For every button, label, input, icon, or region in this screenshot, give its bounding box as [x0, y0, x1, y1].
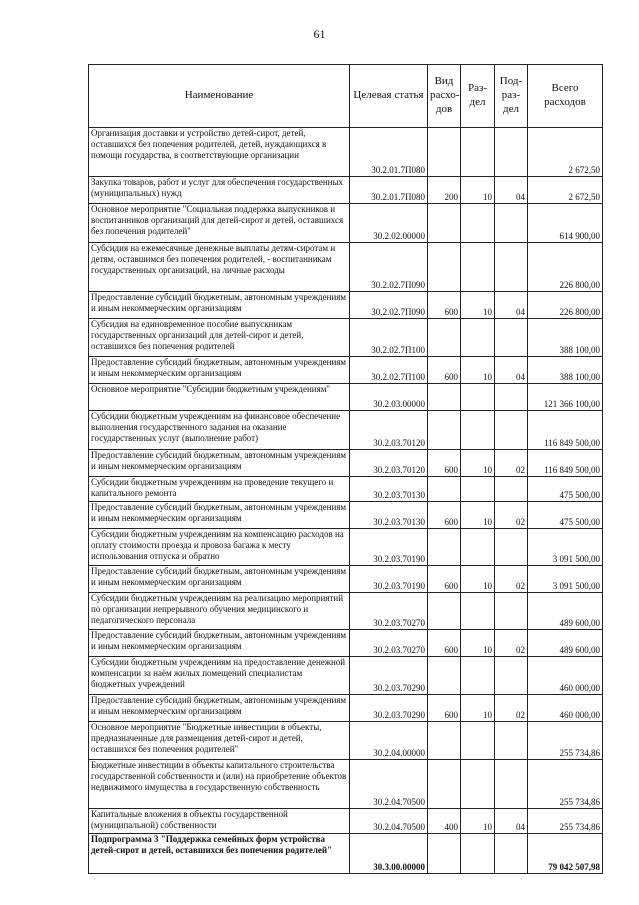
cell-total: 475 500,00	[528, 477, 603, 502]
cell-podrazdel	[495, 128, 528, 177]
cell-name: Предоставление субсидий бюджетным, автономным учреждениям и иным некоммерческим организациям	[89, 450, 350, 477]
table-row	[89, 477, 603, 502]
cell-razdel: 10	[461, 809, 495, 834]
cell-name: Предоставление субсидий бюджетным, автономным учреждениям и иным некоммерческим организациям	[89, 630, 350, 657]
cell-razdel	[461, 834, 495, 874]
cell-total: 388 100,00	[528, 357, 603, 384]
cell-podrazdel: 02	[495, 502, 528, 529]
cell-vid	[428, 204, 461, 243]
cell-name: Субсидии бюджетным учреждениям на проведение текущего и капитального ремонта	[89, 477, 350, 502]
cell-vid	[428, 722, 461, 760]
header-target: Целевая статья	[350, 65, 428, 128]
cell-target: 30.2.03.70120	[350, 411, 428, 450]
cell-podrazdel	[495, 593, 528, 630]
cell-name: Основное мероприятие "Бюджетные инвестиции в объекты, предназначенные для размещения детей-сирот и детей, оставшихся без попечения родителей"	[89, 722, 350, 760]
cell-vid: 600	[428, 695, 461, 722]
cell-target: 30.2.02.7П100	[350, 357, 428, 384]
table-row	[89, 450, 603, 477]
table-row	[89, 760, 603, 809]
table-row	[89, 593, 603, 630]
cell-target: 30.3.00.00000	[350, 834, 428, 874]
table-row	[89, 502, 603, 529]
cell-podrazdel	[495, 722, 528, 760]
cell-total: 475 500,00	[528, 502, 603, 529]
table-row	[89, 834, 603, 874]
cell-podrazdel: 02	[495, 450, 528, 477]
cell-podrazdel	[495, 411, 528, 450]
cell-target: 30.2.03.70290	[350, 695, 428, 722]
cell-target: 30.2.02.7П100	[350, 319, 428, 357]
cell-vid: 600	[428, 630, 461, 657]
cell-vid	[428, 834, 461, 874]
cell-podrazdel: 04	[495, 177, 528, 204]
cell-target: 30.2.02.00000	[350, 204, 428, 243]
cell-podrazdel: 04	[495, 357, 528, 384]
cell-name: Предоставление субсидий бюджетным, автономным учреждениям и иным некоммерческим организациям	[89, 357, 350, 384]
cell-podrazdel	[495, 529, 528, 566]
cell-total: 79 042 507,98	[528, 834, 603, 874]
cell-name: Предоставление субсидий бюджетным, автономным учреждениям и иным некоммерческим организациям	[89, 502, 350, 529]
cell-vid	[428, 128, 461, 177]
cell-total: 388 100,00	[528, 319, 603, 357]
cell-razdel	[461, 319, 495, 357]
cell-vid: 600	[428, 450, 461, 477]
table-row	[89, 657, 603, 695]
cell-target: 30.2.01.7П080	[350, 128, 428, 177]
cell-target: 30.2.03.70270	[350, 593, 428, 630]
table-row	[89, 695, 603, 722]
table-row	[89, 809, 603, 834]
cell-razdel: 10	[461, 177, 495, 204]
cell-target: 30.2.04.70500	[350, 809, 428, 834]
table-row	[89, 204, 603, 243]
table-row	[89, 319, 603, 357]
cell-target: 30.2.01.7П080	[350, 177, 428, 204]
cell-target: 30.2.02.7П090	[350, 292, 428, 319]
header-razdel: Раз-дел	[461, 65, 495, 128]
table-row	[89, 243, 603, 292]
cell-target: 30.2.03.00000	[350, 384, 428, 411]
table-row	[89, 357, 603, 384]
cell-razdel	[461, 722, 495, 760]
cell-name: Субсидии бюджетным учреждениям на компенсацию расходов на оплату стоимости проезда и провоза багажа к месту использования отпуска и обратно	[89, 529, 350, 566]
cell-name: Организация доставки и устройство детей-сирот, детей, оставшихся без попечения родителей, детей, нуждающихся в помощи государства, в соответствующие организации	[89, 128, 350, 177]
cell-name: Закупка товаров, работ и услуг для обеспечения государственных (муниципальных) нужд	[89, 177, 350, 204]
cell-podrazdel	[495, 760, 528, 809]
table-row	[89, 722, 603, 760]
cell-podrazdel	[495, 477, 528, 502]
cell-total: 116 849 500,00	[528, 450, 603, 477]
cell-razdel: 10	[461, 630, 495, 657]
cell-vid: 600	[428, 566, 461, 593]
cell-razdel	[461, 243, 495, 292]
table-row	[89, 630, 603, 657]
cell-razdel: 10	[461, 292, 495, 319]
cell-total: 255 734,86	[528, 722, 603, 760]
cell-target: 30.2.03.70120	[350, 450, 428, 477]
header-row	[89, 65, 603, 128]
header-vid: Вид расхо-дов	[428, 65, 461, 128]
cell-razdel	[461, 411, 495, 450]
cell-total: 460 000,00	[528, 657, 603, 695]
budget-table	[88, 64, 603, 874]
cell-vid	[428, 477, 461, 502]
cell-total: 121 366 100,00	[528, 384, 603, 411]
cell-vid	[428, 243, 461, 292]
cell-total: 489 600,00	[528, 593, 603, 630]
cell-razdel: 10	[461, 450, 495, 477]
cell-total: 3 091 500,00	[528, 529, 603, 566]
cell-name: Капитальные вложения в объекты государственной (муниципальной) собственности	[89, 809, 350, 834]
cell-target: 30.2.03.70190	[350, 529, 428, 566]
cell-vid	[428, 384, 461, 411]
cell-razdel: 10	[461, 502, 495, 529]
cell-podrazdel: 04	[495, 292, 528, 319]
cell-podrazdel	[495, 834, 528, 874]
cell-vid: 200	[428, 177, 461, 204]
page-number: 61	[313, 27, 326, 41]
cell-vid	[428, 529, 461, 566]
cell-total: 226 800,00	[528, 243, 603, 292]
cell-razdel	[461, 204, 495, 243]
cell-name: Субсидии бюджетным учреждениям на реализацию мероприятий по организации непрерывного обучения медицинского и педагогического персонала	[89, 593, 350, 630]
table-row	[89, 177, 603, 204]
cell-vid: 400	[428, 809, 461, 834]
cell-vid: 600	[428, 292, 461, 319]
cell-name: Основное мероприятие "Социальная поддержка выпускников и воспитанников организаций для детей-сирот и детей, оставшихся без попечения родителей"	[89, 204, 350, 243]
cell-podrazdel: 02	[495, 566, 528, 593]
cell-name: Подпрограмма 3 "Поддержка семейных форм устройства детей-сирот и детей, оставшихся без попечения родителей"	[89, 834, 350, 874]
cell-razdel: 10	[461, 357, 495, 384]
cell-target: 30.2.04.70500	[350, 760, 428, 809]
cell-podrazdel: 04	[495, 809, 528, 834]
cell-total: 489 600,00	[528, 630, 603, 657]
cell-vid	[428, 319, 461, 357]
header-podrazdel: Под-раз-дел	[495, 65, 528, 128]
table-row	[89, 128, 603, 177]
cell-total: 2 672,50	[528, 177, 603, 204]
cell-podrazdel: 02	[495, 695, 528, 722]
cell-razdel	[461, 384, 495, 411]
cell-total: 3 091 500,00	[528, 566, 603, 593]
header-total: Всего расходов	[528, 65, 603, 128]
cell-total: 116 849 500,00	[528, 411, 603, 450]
cell-name: Субсидия на единовременное пособие выпускникам государственных организаций для детей-сирот и детей, оставшихся без попечения родителей	[89, 319, 350, 357]
table-row	[89, 411, 603, 450]
cell-razdel	[461, 529, 495, 566]
cell-target: 30.2.03.70270	[350, 630, 428, 657]
cell-razdel: 10	[461, 566, 495, 593]
cell-podrazdel: 02	[495, 630, 528, 657]
cell-name: Предоставление субсидий бюджетным, автономным учреждениям и иным некоммерческим организациям	[89, 292, 350, 319]
cell-name: Субсидия на ежемесячные денежные выплаты детям-сиротам и детям, оставшимся без попечения родителей, - воспитанникам государственных организаций, на личные расходы	[89, 243, 350, 292]
cell-podrazdel	[495, 384, 528, 411]
cell-vid	[428, 593, 461, 630]
cell-razdel: 10	[461, 695, 495, 722]
cell-podrazdel	[495, 319, 528, 357]
cell-podrazdel	[495, 204, 528, 243]
cell-total: 460 000,00	[528, 695, 603, 722]
cell-razdel	[461, 477, 495, 502]
cell-vid	[428, 657, 461, 695]
cell-name: Субсидии бюджетным учреждениям на предоставление денежной компенсации за наём жилых помещений специалистам бюджетных учреждений	[89, 657, 350, 695]
cell-razdel	[461, 593, 495, 630]
cell-target: 30.2.02.7П090	[350, 243, 428, 292]
cell-podrazdel	[495, 657, 528, 695]
table-row	[89, 529, 603, 566]
cell-total: 226 800,00	[528, 292, 603, 319]
cell-total: 255 734,86	[528, 809, 603, 834]
table-row	[89, 292, 603, 319]
cell-total: 255 734,86	[528, 760, 603, 809]
cell-name: Предоставление субсидий бюджетным, автономным учреждениям и иным некоммерческим организациям	[89, 695, 350, 722]
cell-vid: 600	[428, 357, 461, 384]
table-row	[89, 566, 603, 593]
cell-vid	[428, 760, 461, 809]
cell-target: 30.2.03.70290	[350, 657, 428, 695]
cell-name: Основное мероприятие "Субсидии бюджетным учреждениям"	[89, 384, 350, 411]
cell-total: 2 672,50	[528, 128, 603, 177]
cell-razdel	[461, 128, 495, 177]
cell-vid: 600	[428, 502, 461, 529]
cell-razdel	[461, 760, 495, 809]
cell-name: Субсидии бюджетным учреждениям на финансовое обеспечение выполнения государственного задания на оказание государственных услуг (выполнение работ)	[89, 411, 350, 450]
table-body	[89, 128, 603, 874]
cell-name: Бюджетные инвестиции в объекты капитального строительства государственной собственности и (или) на приобретение объектов недвижимого имущества в государственную собственность	[89, 760, 350, 809]
cell-target: 30.2.03.70130	[350, 477, 428, 502]
header-name: Наименование	[89, 65, 350, 128]
cell-total: 614 900,00	[528, 204, 603, 243]
cell-podrazdel	[495, 243, 528, 292]
cell-target: 30.2.03.70130	[350, 502, 428, 529]
cell-target: 30.2.04.00000	[350, 722, 428, 760]
cell-target: 30.2.03.70190	[350, 566, 428, 593]
cell-razdel	[461, 657, 495, 695]
cell-vid	[428, 411, 461, 450]
cell-name: Предоставление субсидий бюджетным, автономным учреждениям и иным некоммерческим организациям	[89, 566, 350, 593]
table-row	[89, 384, 603, 411]
